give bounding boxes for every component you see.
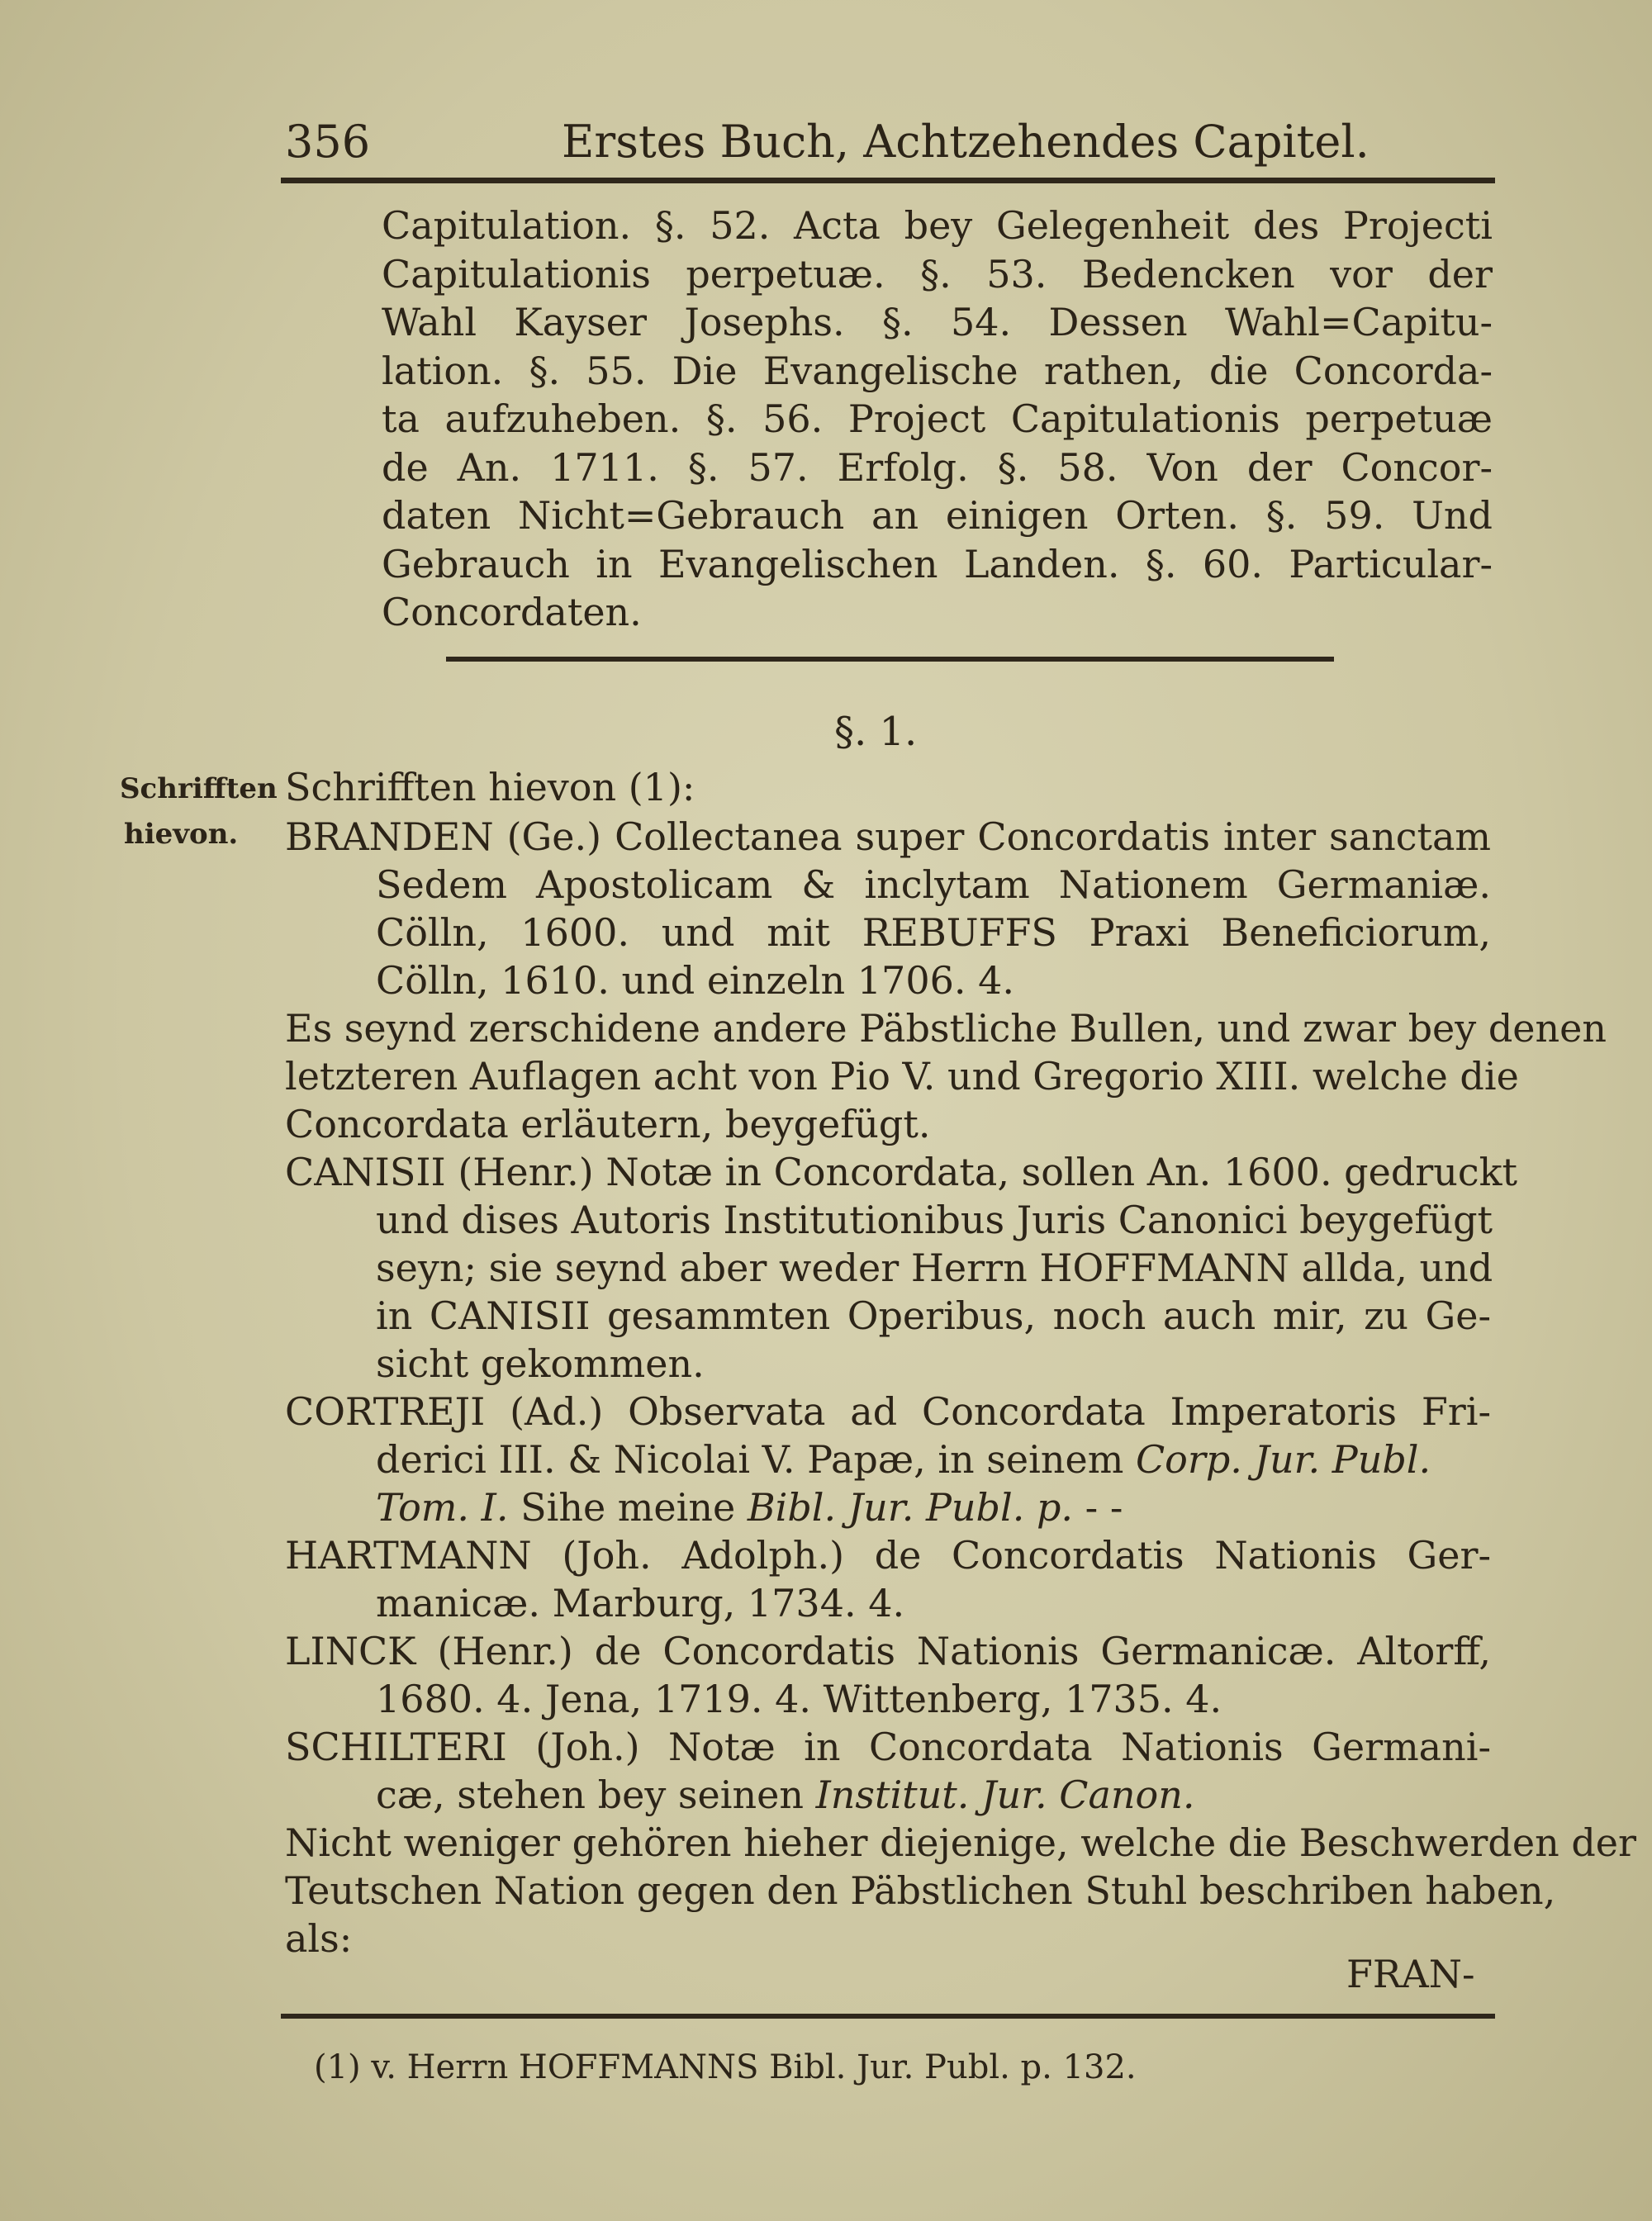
header-rule xyxy=(281,178,1495,183)
text-span: - - xyxy=(1073,1485,1123,1530)
bib-entry-line: sicht gekommen. xyxy=(376,1341,705,1386)
summary-line: Capitulation. §. 52. Acta bey Gelegenheit des Projecti xyxy=(382,203,1493,248)
catchword: FRAN- xyxy=(1346,1952,1475,1996)
footnote: (1) v. Herrn HOFFMANNS Bibl. Jur. Publ. p. 132. xyxy=(314,2048,1137,2086)
bib-entry-branden: BRANDEN (Ge.) Collectanea super Concordatis inter sanctam xyxy=(285,814,1491,859)
section-heading: §. 1. xyxy=(834,709,918,755)
summary-line: daten Nicht=Gebrauch an einigen Orten. §. 59. Und xyxy=(382,493,1493,538)
bib-entry-schilteri: SCHILTERI (Joh.) Notæ in Concordata Nationis Germani- xyxy=(285,1725,1491,1769)
text-span: cæ, stehen bey seinen xyxy=(376,1773,816,1817)
italic-span: Bibl. Jur. Publ. p. xyxy=(747,1485,1074,1530)
bib-entry-line: Sedem Apostolicam & inclytam Nationem Germaniæ. xyxy=(376,862,1491,907)
closing-line: Teutschen Nation gegen den Päbstlichen Stuhl beschriben haben, xyxy=(285,1868,1556,1913)
section-separator xyxy=(446,657,1334,662)
intro-line: Schrifften hievon (1): xyxy=(285,765,695,809)
bib-entry-line: 1680. 4. Jena, 1719. 4. Wittenberg, 1735. 4. xyxy=(376,1677,1222,1721)
footnote-rule xyxy=(281,2014,1495,2019)
note-paragraph-line: Concordata erläutern, beygefügt. xyxy=(285,1102,931,1146)
running-title: Erstes Buch, Achtzehendes Capitel. xyxy=(562,116,1370,168)
margin-note-line: hievon. xyxy=(124,818,239,851)
summary-line: Wahl Kayser Josephs. §. 54. Dessen Wahl=Capitu- xyxy=(382,300,1493,344)
italic-span: Institut. Jur. Canon. xyxy=(815,1773,1195,1817)
bib-entry-canisii: CANISII (Henr.) Notæ in Concordata, sollen An. 1600. gedruckt xyxy=(285,1150,1518,1194)
bib-entry-hartmann: HARTMANN (Joh. Adolph.) de Concordatis Nationis Ger- xyxy=(285,1533,1491,1578)
bib-entry-line: Cölln, 1600. und mit REBUFFS Praxi Beneficiorum, xyxy=(376,910,1491,955)
note-paragraph-line: Es seynd zerschidene andere Päbstliche Bullen, und zwar bey denen xyxy=(285,1006,1607,1051)
italic-span: Tom. I. xyxy=(376,1485,509,1530)
summary-line: Capitulationis perpetuæ. §. 53. Bedencken vor der xyxy=(382,251,1493,297)
bib-entry-line: in CANISII gesammten Operibus, noch auch mir, zu Ge- xyxy=(376,1293,1491,1338)
summary-line: ta aufzuheben. §. 56. Project Capitulationis perpetuæ xyxy=(382,396,1493,441)
bib-entry-line xyxy=(376,1484,1123,1530)
bib-entry-cortreji: CORTREJI (Ad.) Observata ad Concordata Imperatoris Fri- xyxy=(285,1389,1491,1434)
text-span: derici III. & Nicolai V. Papæ, in seinem xyxy=(376,1437,1136,1482)
bib-entry-line: seyn; sie seynd aber weder Herrn HOFFMANN allda, und xyxy=(376,1246,1493,1290)
summary-line: Concordaten. xyxy=(382,590,642,634)
bib-entry-line xyxy=(376,1436,1431,1483)
note-paragraph-line: letzteren Auflagen acht von Pio V. und Gregorio XIII. welche die xyxy=(285,1054,1519,1099)
bib-entry-linck: LINCK (Henr.) de Concordatis Nationis Germanicæ. Altorff, xyxy=(285,1629,1491,1673)
closing-line: Nicht weniger gehören hieher diejenige, welche die Beschwerden der xyxy=(285,1820,1636,1865)
italic-span: Corp. Jur. Publ. xyxy=(1135,1437,1431,1482)
bib-entry-line: und dises Autoris Institutionibus Juris Canonici beygefügt xyxy=(376,1198,1493,1242)
summary-line: lation. §. 55. Die Evangelische rathen, die Concorda- xyxy=(382,348,1493,393)
text-span: Sihe meine xyxy=(508,1485,748,1530)
summary-line: Gebrauch in Evangelischen Landen. §. 60. Particular- xyxy=(382,541,1493,586)
page-number: 356 xyxy=(285,116,371,168)
bib-entry-line: manicæ. Marburg, 1734. 4. xyxy=(376,1581,905,1625)
chapter-summary xyxy=(382,202,1493,637)
bib-entry-line: Cölln, 1610. und einzeln 1706. 4. xyxy=(376,958,1014,1003)
closing-line: als: xyxy=(285,1916,353,1961)
summary-line: de An. 1711. §. 57. Erfolg. §. 58. Von der Concor- xyxy=(382,444,1493,490)
margin-note-line: Schrifften xyxy=(120,772,278,805)
bib-entry-line xyxy=(376,1772,1194,1818)
